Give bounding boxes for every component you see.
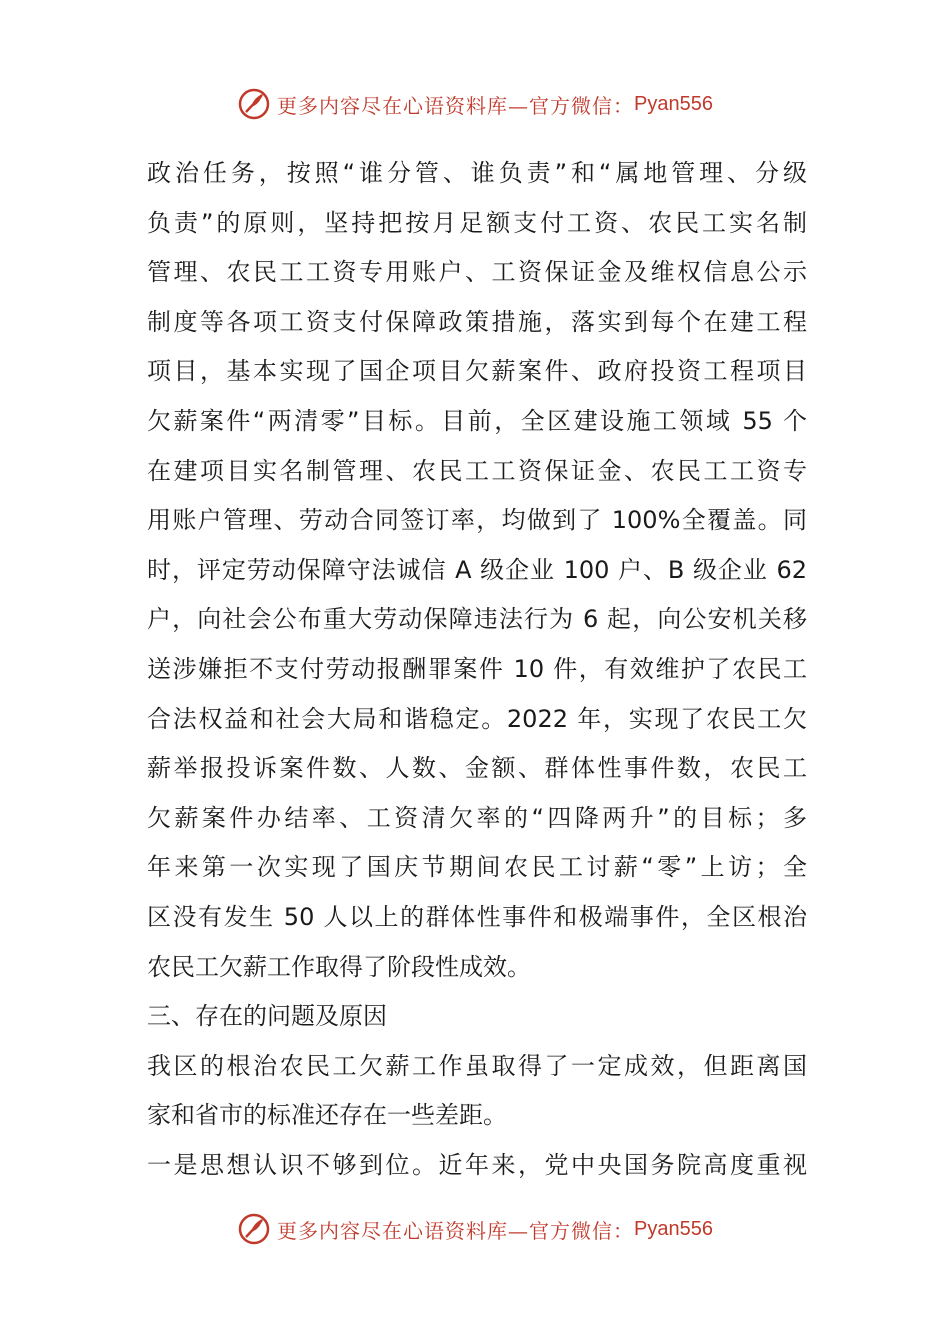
paragraph-intro	[147, 1042, 807, 1141]
text-line: 合法权益和社会大局和谐稳定。2022 年，实现了农民工欠	[147, 704, 807, 733]
text-line: 家和省市的标准还存在一些差距。	[147, 1101, 507, 1130]
text-line: 负责”的原则，坚持把按月足额支付工资、农民工实名制	[147, 208, 807, 237]
quill-logo-icon	[237, 1212, 271, 1246]
text-line: 年来第一次实现了国庆节期间农民工讨薪“零”上访；全	[147, 853, 807, 882]
text-line: 一是思想认识不够到位。近年来，党中央国务院高度重视	[147, 1150, 807, 1179]
quill-logo-icon	[237, 87, 271, 121]
text-line: 户，向社会公布重大劳动保障违法行为 6 起，向公安机关移	[147, 605, 807, 634]
text-line: 薪举报投诉案件数、人数、金额、群体性事件数，农民工	[147, 754, 807, 783]
text-line: 我区的根治农民工欠薪工作虽取得了一定成效，但距离国	[147, 1051, 807, 1080]
text-line: 管理、农民工工资专用账户、工资保证金及维权信息公示	[147, 258, 807, 287]
text-line: 在建项目实名制管理、农民工工资保证金、农民工工资专	[147, 456, 807, 485]
watermark-wechat-id: Pyan556	[634, 92, 713, 115]
text-line: 农民工欠薪工作取得了阶段性成效。	[147, 952, 531, 981]
watermark-banner-bottom	[0, 1209, 950, 1249]
watermark-text: 更多内容尽在心语资料库—官方微信：	[277, 93, 635, 118]
text-line: 欠薪案件“两清零”目标。目前，全区建设施工领域 55 个	[147, 406, 807, 435]
text-line: 用账户管理、劳动合同签订率，均做到了 100%全覆盖。同	[147, 506, 807, 535]
text-line: 制度等各项工资支付保障政策措施，落实到每个在建工程	[147, 307, 807, 336]
watermark-banner-top	[0, 84, 950, 124]
watermark-wechat-id: Pyan556	[634, 1217, 713, 1240]
text-line: 区没有发生 50 人以上的群体性事件和极端事件，全区根治	[147, 902, 807, 931]
text-line: 项目，基本实现了国企项目欠薪案件、政府投资工程项目	[147, 357, 807, 386]
text-line: 欠薪案件办结率、工资清欠率的“四降两升”的目标；多	[147, 803, 807, 832]
watermark-text: 更多内容尽在心语资料库—官方微信：	[277, 1218, 635, 1243]
text-line: 政治任务，按照“谁分管、谁负责”和“属地管理、分级	[147, 159, 807, 187]
document-body	[147, 149, 807, 1190]
text-line: 时，评定劳动保障守法诚信 A 级企业 100 户、B 级企业 62	[147, 555, 807, 584]
paragraph-achievements	[147, 149, 807, 992]
paragraph-point-one	[147, 1141, 807, 1191]
text-line: 送涉嫌拒不支付劳动报酬罪案件 10 件，有效维护了农民工	[147, 654, 807, 683]
section-heading: 三、存在的问题及原因	[147, 1002, 387, 1031]
